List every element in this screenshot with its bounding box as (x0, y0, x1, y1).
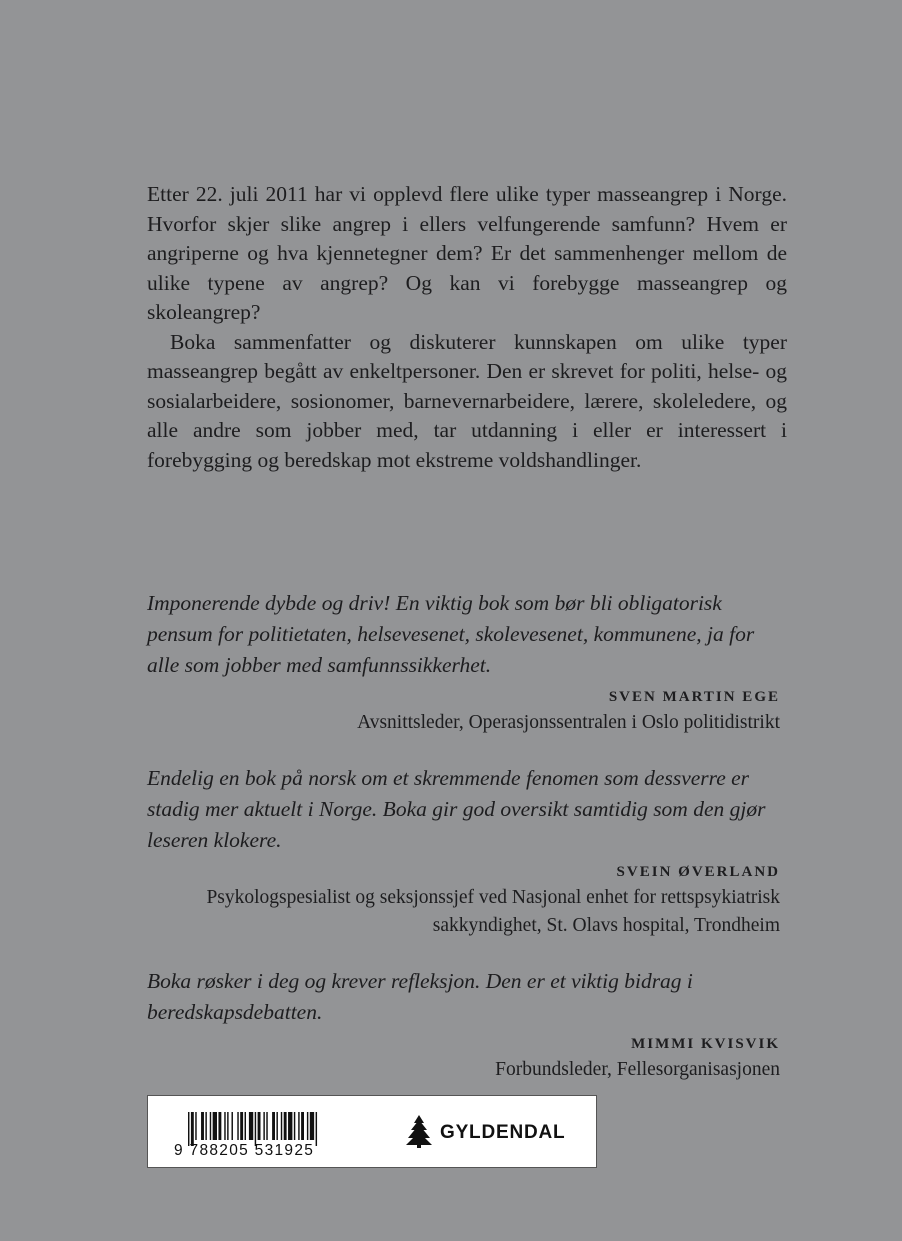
reviewer-name: SVEIN ØVERLAND (616, 864, 780, 880)
barcode-bar (249, 1112, 253, 1140)
barcode-bar (276, 1112, 277, 1140)
review-1 (147, 588, 780, 737)
review-quote: Imponerende dybde og driv! En viktig bok som bør bli obligatorisk pensum for politietaten, helsevesenet, skolevesenet, kommunene, ja for alle som jobber med samfunnssikkerhet. (147, 591, 755, 677)
barcode-bar (237, 1112, 238, 1140)
barcode-bar (263, 1112, 264, 1140)
review-quote: Boka røsker i deg og krever refleksjon. Den er et viktig bidrag i beredskapsdebatten. (147, 969, 693, 1024)
barcode-bar (310, 1112, 314, 1140)
barcode-bar (195, 1112, 196, 1140)
barcode-bar (294, 1112, 295, 1140)
barcode-bar (281, 1112, 282, 1140)
barcode-bar (227, 1112, 228, 1140)
review-3 (147, 966, 780, 1084)
blurb-paragraph-1: Etter 22. juli 2011 har vi opplevd flere ulike typer masseangrep i Norge. Hvorfor skjer slike angrep i ellers velfungerende samfunn? Hvem er angriperne og hva kjennetegner dem? Er det sammenhenger mellom de ulike typene av angrep? Og kan vi forebygge masseangrep og skoleangrep? (147, 182, 787, 324)
barcode-bar (232, 1112, 233, 1140)
barcode-bar (188, 1112, 189, 1146)
reviewer-name: MIMMI KVISVIK (631, 1036, 780, 1052)
barcode-bar (298, 1112, 299, 1140)
barcode-bar (218, 1112, 221, 1140)
barcode-bar (255, 1112, 256, 1146)
back-cover-blurb (147, 180, 787, 475)
barcode-bar (201, 1112, 204, 1140)
barcode-bar (210, 1112, 211, 1140)
barcode-bar (307, 1112, 308, 1140)
barcode-bar (258, 1112, 261, 1140)
barcode (174, 1112, 394, 1160)
reviewer-name: SVEN MARTIN EGE (608, 689, 780, 705)
reviewer-role: Avsnittsleder, Operasjonssentralen i Oslo politidistrikt (357, 712, 780, 733)
barcode-bar (266, 1112, 267, 1140)
barcode-bar (240, 1112, 243, 1140)
reviewer-role: Psykologspesialist og seksjonssjef ved Nasjonal enhet for rettspsykiatrisk sakkyndighet, St. Olavs hospital, Trondheim (206, 887, 780, 936)
barcode-bar (288, 1112, 292, 1140)
isbn-number: 9 788205 531925 (174, 1142, 315, 1159)
barcode-bar (272, 1112, 275, 1140)
barcode-bar (191, 1112, 194, 1146)
barcode-bar (301, 1112, 304, 1140)
barcode-bar (316, 1112, 317, 1146)
reviewer-role: Forbundsleder, Fellesorganisasjonen (495, 1059, 780, 1080)
blurb-paragraph-2: Boka sammenfatter og diskuterer kunnskapen om ulike typer masseangrep begått av enkeltpersoner. Den er skrevet for politi, helse- og sosialarbeidere, sosionomer, barnevernarbeidere, lærere, skoleledere, og alle andre som jobber med, tar utdanning i eller er interessert i forebygging og beredskap mot ekstreme voldshandlinger. (147, 329, 787, 472)
review-quote: Endelig en bok på norsk om et skremmende fenomen som dessverre er stadig mer aktuelt i Norge. Boka gir god oversikt samtidig som den gjør leseren klokere. (147, 766, 766, 852)
barcode-bar (213, 1112, 217, 1140)
barcode-bar (205, 1112, 206, 1140)
publisher-name: GYLDENDAL (440, 1122, 566, 1143)
barcode-publisher-box (147, 1095, 597, 1168)
barcode-bar (284, 1112, 287, 1140)
barcode-bar (224, 1112, 225, 1140)
review-2 (147, 763, 780, 940)
tree-icon (404, 1114, 434, 1153)
publisher-logo (404, 1116, 565, 1150)
barcode-bar (245, 1112, 246, 1140)
reviews-section (147, 588, 780, 1110)
